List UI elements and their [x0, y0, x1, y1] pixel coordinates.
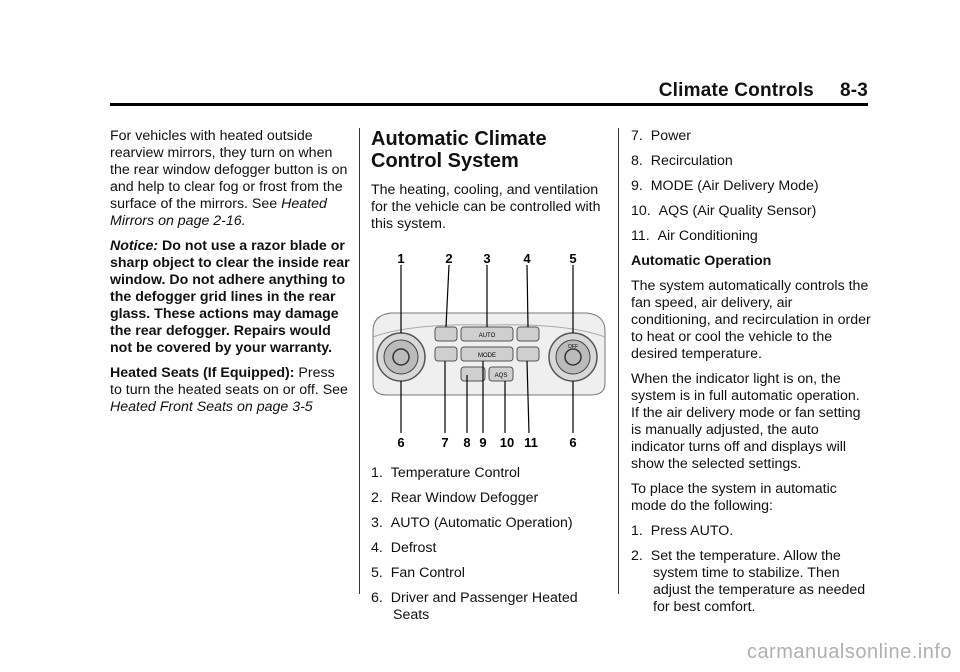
heated-seats-paragraph: [110, 365, 350, 416]
steps-list: [631, 523, 871, 616]
list-item: 9. MODE (Air Delivery Mode): [631, 178, 819, 194]
callout-10: 10: [499, 435, 515, 450]
notice-label: Notice:: [110, 238, 159, 254]
section-heading: Automatic Climate Control System: [371, 128, 547, 172]
auto-button-label: AUTO: [478, 333, 496, 339]
mirrors-paragraph: [110, 128, 350, 230]
list-item: 2. Rear Window Defogger: [371, 490, 539, 506]
column-divider-2: [618, 128, 619, 594]
list-item: 8. Recirculation: [631, 153, 733, 169]
heated-seats-reference-link[interactable]: Heated Front Seats on page 3-5: [110, 399, 313, 415]
header-section: 8-3: [839, 80, 868, 101]
callout-11: 11: [524, 435, 538, 450]
callout-6-left: 6: [397, 435, 405, 450]
notice-text: Do not use a razor blade or sharp object to clear the inside rear window. Do not adhere anything to the defogger grid lines in the rear glass. These actions may damage the rear defogger. Repairs would not be covered by your warranty.: [110, 238, 350, 356]
control-legend-list-continued: [631, 128, 871, 245]
page-header: [110, 80, 868, 104]
intro-paragraph: The heating, cooling, and ventilation for the vehicle can be controlled with this system.: [371, 182, 601, 232]
automatic-paragraph-3: To place the system in automatic mode do the following:: [631, 481, 837, 514]
header-rule: [110, 103, 868, 106]
column-1: [110, 128, 350, 424]
callout-9: 9: [479, 435, 487, 450]
watermark: carmanualsonline.info: [746, 641, 952, 663]
callout-8: 8: [463, 435, 471, 450]
header-title: Climate Controls: [658, 80, 814, 101]
callout-5: 5: [569, 253, 577, 266]
mirrors-text: For vehicles with heated outside rearview mirrors, they turn on when the rear window defogger button is on and help to clear fog or frost from the surface of the mirrors. See: [110, 128, 348, 212]
heated-seats-text: Press to turn the heated seats on or off. See: [110, 365, 348, 398]
callout-3: 3: [483, 253, 491, 266]
climate-panel-illustration: [371, 253, 607, 453]
list-item: 3. AUTO (Automatic Operation): [371, 515, 573, 531]
automatic-paragraph-1: The system automatically controls the fan speed, air delivery, air conditioning, and recirculation in order to heat or cool the vehicle to the desired temperature.: [631, 278, 871, 362]
list-item: 6. Driver and Passenger Heated Seats: [371, 590, 578, 623]
callout-7: 7: [441, 435, 449, 450]
column-divider-1: [359, 128, 360, 594]
list-item: 10. AQS (Air Quality Sensor): [631, 203, 817, 219]
callout-4: 4: [523, 253, 531, 266]
callout-1: 1: [397, 253, 405, 266]
heated-seats-label: Heated Seats (If Equipped):: [110, 365, 295, 381]
column-3: [631, 128, 871, 624]
list-item: 11. Air Conditioning: [631, 228, 758, 244]
callout-2: 2: [445, 253, 453, 266]
list-item: 2. Set the temperature. Allow the system time to stabilize. Then adjust the temperature as needed for best comfort.: [631, 548, 866, 615]
list-item: 1. Temperature Control: [371, 465, 521, 481]
callout-6-right: 6: [569, 435, 577, 450]
list-item: 1. Press AUTO.: [631, 523, 734, 539]
off-label: OFF: [568, 344, 578, 350]
list-item: 7. Power: [631, 128, 691, 144]
list-item: 5. Fan Control: [371, 565, 465, 581]
climate-control-figure: [371, 253, 607, 453]
automatic-paragraph-2: When the indicator light is on, the system is in full automatic operation. If the air delivery mode or fan setting is manually adjusted, the auto indicator turns off and displays will show the selected settings.: [631, 371, 861, 472]
column-2: [371, 128, 607, 632]
list-item: 4. Defrost: [371, 540, 437, 556]
mirrors-reference-link[interactable]: Heated Mirrors on page 2-16.: [110, 196, 327, 229]
automatic-operation-subheading: Automatic Operation: [631, 253, 772, 269]
aqs-button-label: AQS: [494, 373, 508, 379]
notice-paragraph: [110, 238, 350, 357]
mode-button-label: MODE: [478, 353, 496, 359]
control-legend-list: [371, 465, 607, 624]
